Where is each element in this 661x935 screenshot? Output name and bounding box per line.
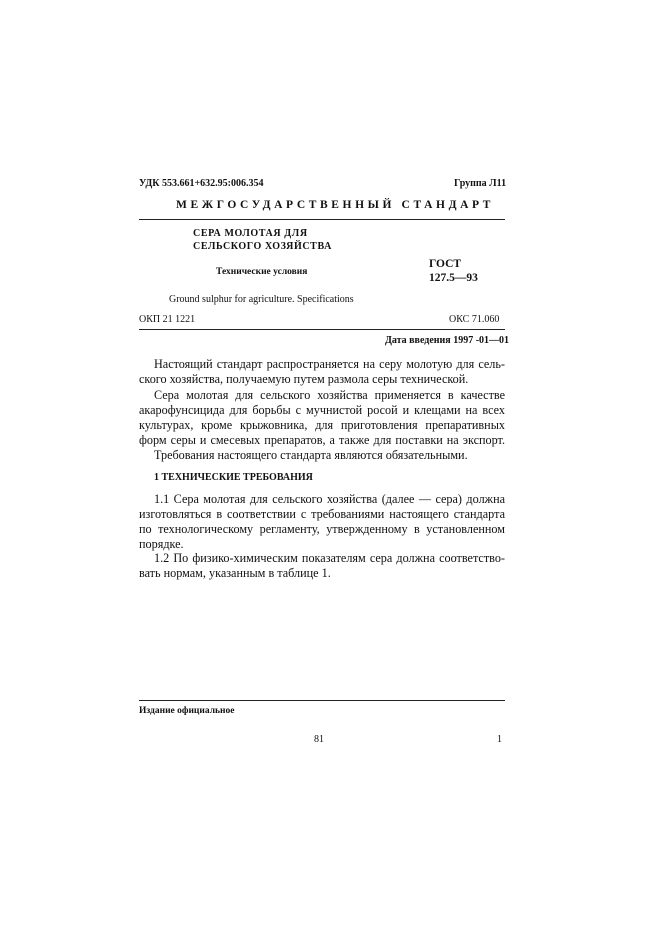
effective-date-value: 1997 -01—01 [453, 335, 510, 346]
udk-code: УДК 553.661+632.95:006.354 [139, 178, 264, 189]
intro-paragraph-2 [139, 388, 505, 448]
text-line: акарофунсицида для борьбы с мучнистой росой и клещами на всех [139, 403, 505, 417]
text-line: порядке. [139, 537, 184, 551]
text-line: Настоящий стандарт распространяется на серу молотую для сель- [154, 357, 505, 371]
okp-code: ОКП 21 1221 [139, 314, 196, 325]
header-rule [139, 219, 505, 220]
effective-date-label: Дата введения [385, 335, 451, 346]
section1-paragraph-1 [139, 492, 505, 552]
footer-rule [139, 700, 505, 701]
text-line: форм серы и смесевых препаратов, а также для поставки на экспорт. [139, 433, 505, 447]
text-line: Сера молотая для сельского хозяйства применяется в качестве [154, 388, 505, 402]
text-line: вать нормам, указанным в таблице 1. [139, 566, 331, 580]
section1-paragraph-2 [139, 551, 505, 581]
text-line: культурах, кроме крыжовника, для приготовления препаративных [139, 418, 505, 432]
interstate-standard-heading: МЕЖГОСУДАРСТВЕННЫЙ СТАНДАРТ [176, 199, 495, 211]
section-heading: 1 ТЕХНИЧЕСКИЕ ТРЕБОВАНИЯ [154, 472, 313, 483]
gost-label: ГОСТ [429, 258, 462, 270]
intro-paragraph-1 [139, 357, 505, 387]
gost-number: 127.5—93 [429, 272, 478, 284]
title-subtitle: Технические условия [216, 267, 308, 277]
text-line: ского хозяйства, получаемую путем размола серы технической. [139, 372, 469, 386]
title-line-2: СЕЛЬСКОГО ХОЗЯЙСТВА [193, 241, 332, 252]
text-line: изготовляться в соответствии с требованиями настоящего стандарта [139, 507, 505, 521]
text-line: 1.2 По физико-химическим показателям сера должна соответство- [154, 551, 505, 565]
text-line: по технологическому регламенту, утвержденному в установленном [139, 522, 505, 536]
official-edition-label: Издание официальное [139, 706, 235, 716]
intro-paragraph-3 [139, 448, 505, 463]
english-title: Ground sulphur for agriculture. Specifications [169, 294, 354, 305]
group-code: Группа Л11 [454, 178, 507, 189]
codes-rule [139, 329, 505, 330]
title-line-1: СЕРА МОЛОТАЯ ДЛЯ [193, 228, 308, 239]
effective-date [385, 335, 509, 346]
oks-code: ОКС 71.060 [449, 314, 500, 325]
sheet-number: 1 [497, 734, 502, 745]
page-number: 81 [314, 734, 324, 745]
text-line: Требования настоящего стандарта являются обязательными. [154, 448, 468, 462]
text-line: 1.1 Сера молотая для сельского хозяйства (далее — сера) должна [154, 492, 505, 506]
